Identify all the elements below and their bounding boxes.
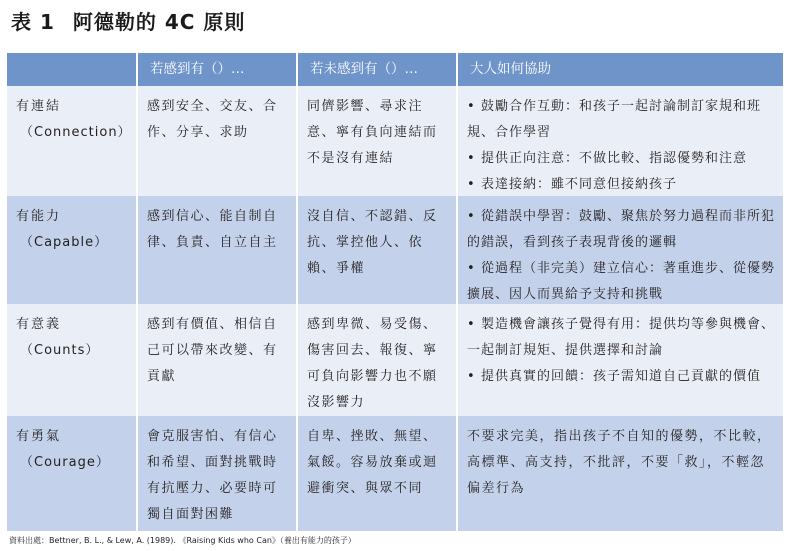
header-cell-feel: 若感到有（）…	[136, 53, 296, 86]
bullet-icon: •	[467, 317, 476, 332]
header-cell-principle	[7, 53, 136, 86]
bullet-icon: •	[467, 261, 476, 276]
table-row	[7, 196, 783, 304]
not-feel-text: 同儕影響、尋求注意、寧有負向連結而不是沒有連結	[307, 99, 438, 166]
bullet-icon: •	[467, 99, 476, 114]
principle-english: （Courage）	[20, 455, 110, 470]
not-feel-text: 自卑、挫敗、無望、氣餒。容易放棄或迴避衝突、與眾不同	[307, 429, 438, 496]
principle-cell	[7, 304, 136, 416]
feel-text: 會克服害怕、有信心和希望、面對挑戰時有抗壓力、必要時可獨自面對困難	[147, 429, 278, 522]
header-cell-not-feel: 若未感到有（）…	[296, 53, 456, 86]
bullet-icon: •	[467, 151, 476, 166]
principle-cell	[7, 86, 136, 196]
table-title	[11, 6, 245, 35]
principle-name: 有勇氣	[16, 429, 62, 444]
principle-name: 有連結	[16, 99, 62, 114]
table-row	[7, 416, 783, 531]
help-cell	[456, 416, 783, 531]
header-cell-help: 大人如何協助	[456, 53, 783, 86]
feel-text: 感到有價值、相信自己可以帶來改變、有貢獻	[147, 317, 278, 384]
feel-cell	[136, 196, 296, 304]
table-number: 表 1	[11, 10, 55, 34]
table-row	[7, 304, 783, 416]
principle-name: 有能力	[16, 209, 62, 224]
principle-english: （Connection）	[20, 125, 132, 140]
not-feel-cell	[296, 86, 456, 196]
list-item: • 提供真實的回饋：孩子需知道自己貢獻的價值	[467, 364, 777, 390]
bullet-icon: •	[467, 177, 476, 192]
help-list	[467, 312, 777, 390]
list-item: • 表達接納：雖不同意但接納孩子	[467, 172, 777, 196]
help-cell	[456, 86, 783, 196]
source-citation: 資料出處：Bettner, B. L., & Lew, A. (1989). 《Raising Kids who Can》（養出有能力的孩子）	[9, 536, 356, 545]
feel-cell	[136, 304, 296, 416]
principle-english: （Capable）	[20, 235, 109, 250]
bullet-icon: •	[467, 369, 476, 384]
list-item: • 鼓勵合作互動：和孩子一起討論制訂家規和班規、合作學習	[467, 94, 777, 146]
not-feel-cell	[296, 196, 456, 304]
not-feel-cell	[296, 304, 456, 416]
feel-cell	[136, 416, 296, 531]
not-feel-text: 沒自信、不認錯、反抗、掌控他人、依賴、爭權	[307, 209, 438, 276]
principle-cell	[7, 416, 136, 531]
help-list	[467, 94, 777, 196]
feel-text: 感到安全、交友、合作、分享、求助	[147, 99, 278, 140]
help-cell	[456, 304, 783, 416]
bullet-icon: •	[467, 209, 476, 224]
list-item: • 提供正向注意：不做比較、指認優勢和注意	[467, 146, 777, 172]
feel-text: 感到信心、能自制自律、負責、自立自主	[147, 209, 278, 250]
list-item: • 從過程（非完美）建立信心：著重進步、從優勢擴展、因人而異給予支持和挑戰	[467, 256, 777, 304]
principle-english: （Counts）	[20, 343, 100, 358]
not-feel-text: 感到卑微、易受傷、傷害回去、報復、寧可負向影響力也不願沒影響力	[307, 317, 438, 410]
list-item: • 從錯誤中學習：鼓勵、聚焦於努力過程而非所犯的錯誤，看到孩子表現背後的邏輯	[467, 204, 777, 256]
table-row	[7, 86, 783, 196]
principle-name: 有意義	[16, 317, 62, 332]
help-text: 不要求完美，指出孩子不自知的優勢，不比較，高標準、高支持，不批評，不要「救」，不輕忽偏差行為	[467, 429, 772, 496]
principles-table	[7, 53, 783, 531]
list-item: • 製造機會讓孩子覺得有用：提供均等參與機會、一起制訂規矩、提供選擇和討論	[467, 312, 777, 364]
table-header-row	[7, 53, 783, 86]
help-list	[467, 204, 777, 304]
principle-cell	[7, 196, 136, 304]
feel-cell	[136, 86, 296, 196]
table-title-text: 阿德勒的 4C 原則	[72, 10, 246, 34]
not-feel-cell	[296, 416, 456, 531]
help-cell	[456, 196, 783, 304]
